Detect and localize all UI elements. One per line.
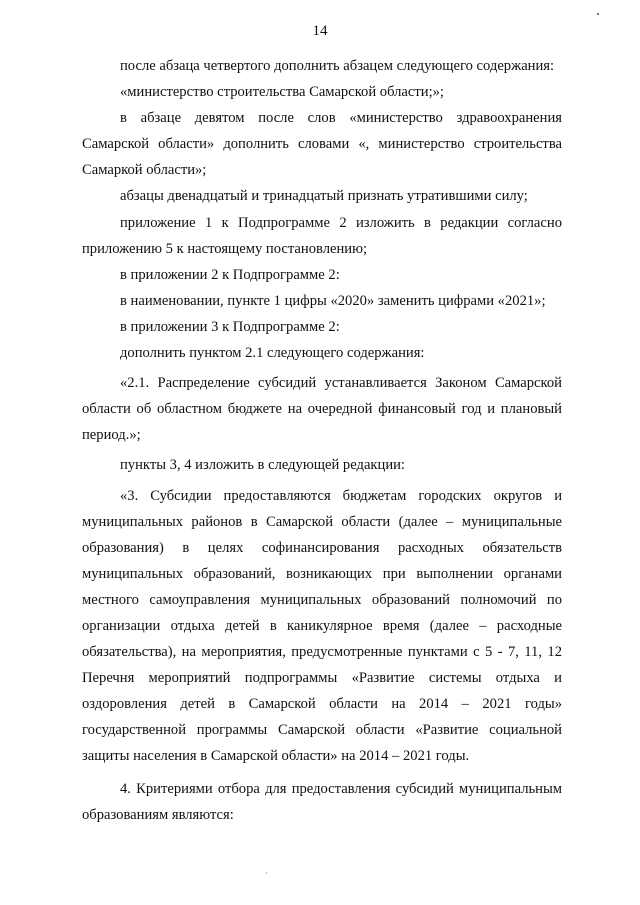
paragraph: пункты 3, 4 изложить в следующей редакции: [120, 457, 405, 474]
paragraph: «2.1. Распределение субсидий устанавливается Законом Самарской области об областном бюджете на очередной финансовый год и плановый период.»; [82, 375, 562, 444]
paragraph: «3. Субсидии предоставляются бюджетам городских округов и муниципальных районов в Самарской области (далее – муниципальные образования) в целях софинансирования расходных обязательств муниципальных образований, возникающих при выполнении органами местного самоуправления муниципальных образований полномочий по организации отдыха детей в каникулярное время (далее – расходные обязательства), на мероприятия, предусмотренные пунктами с 5 - 7, 11, 12 Перечня мероприятий подпрограммы «Развитие системы отдыха и оздоровления детей в Самарской области на 2014 – 2021 годы» государственной программы Самарской области «Развитие социальной защиты населения в Самарской области» на 2014 – 2021 годы. [82, 487, 562, 765]
page-number: 14 [312, 23, 328, 39]
paragraph: после абзаца четвертого дополнить абзацем следующего содержания: [120, 58, 555, 74]
paragraph: приложение 1 к Подпрограмме 2 изложить в редакции согласно приложению 5 к настоящему постановлению; [82, 214, 562, 257]
paragraph: в абзаце девятом после слов «министерство здравоохранения Самарской области» дополнить словами «, министерство строительства Самаркой области»; [82, 110, 562, 179]
paragraph: 4. Критериями отбора для предоставления субсидий муниципальным образованиям являются: [82, 780, 562, 823]
paragraph: дополнить пунктом 2.1 следующего содержания: [120, 345, 425, 362]
paragraph: «министерство строительства Самарской области;»; [120, 84, 444, 101]
paragraph: в наименовании, пункте 1 цифры «2020» заменить цифрами «2021»; [120, 292, 546, 309]
paragraph: абзацы двенадцатый и тринадцатый признать утратившими силу; [120, 188, 528, 205]
document-body [82, 53, 562, 828]
scan-speck [266, 872, 267, 874]
paragraph: в приложении 3 к Подпрограмме 2: [120, 318, 340, 335]
scan-speck [597, 13, 599, 15]
paragraph: в приложении 2 к Подпрограмме 2: [120, 266, 340, 283]
